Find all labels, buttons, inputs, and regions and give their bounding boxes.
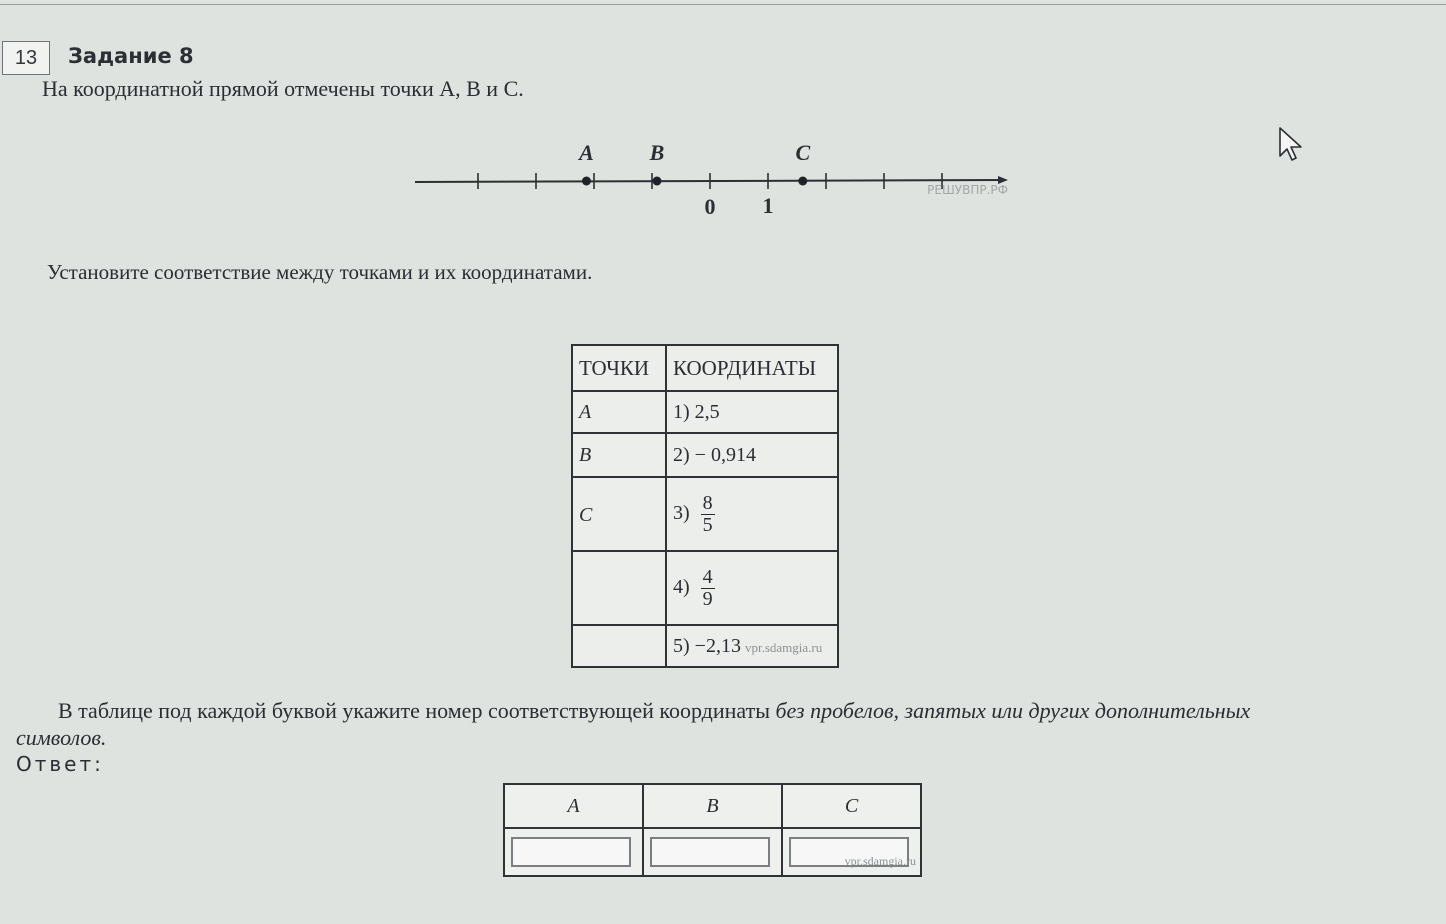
mouse-pointer-icon bbox=[1278, 126, 1304, 162]
task-title: Задание 8 bbox=[68, 44, 194, 68]
table-row bbox=[572, 625, 838, 667]
table-row bbox=[572, 477, 838, 551]
point-c-label: C bbox=[795, 140, 811, 165]
coordinate-1-cell: 1) 2,5 bbox=[666, 391, 838, 433]
coordinate-2-cell: 2) − 0,914 bbox=[666, 433, 838, 477]
point-a-label: A bbox=[579, 140, 594, 165]
point-a-cell: A bbox=[572, 391, 666, 433]
empty-point-cell bbox=[572, 551, 666, 625]
number-line-points bbox=[577, 140, 810, 186]
tick-label-zero: 0 bbox=[704, 194, 716, 219]
number-line-watermark: РЕШУВПР.РФ bbox=[927, 183, 1008, 197]
header-points: ТОЧКИ bbox=[572, 345, 666, 391]
answer-table bbox=[503, 783, 922, 877]
point-c-cell: C bbox=[572, 477, 666, 551]
empty-point-cell bbox=[572, 625, 666, 667]
coordinate-3-cell: 3) $\frac{8}{5}$ bbox=[666, 477, 838, 551]
table-row bbox=[572, 391, 838, 433]
answer-watermark: vpr.sdamgia.ru bbox=[844, 854, 916, 868]
table-watermark: vpr.sdamgia.ru bbox=[744, 639, 823, 655]
answer-cell-b bbox=[643, 828, 782, 876]
tick-label-one: 1 bbox=[762, 193, 774, 218]
number-line bbox=[410, 140, 1020, 225]
point-b-marker bbox=[652, 177, 661, 186]
answer-cell-a bbox=[504, 828, 643, 876]
table-row bbox=[572, 551, 838, 625]
answer-header-c: C bbox=[782, 784, 921, 828]
fraction: $\frac{8}{5}$ bbox=[702, 491, 713, 536]
point-c-marker bbox=[798, 177, 807, 186]
matching-instruction: Установите соответствие между точками и их координатами. bbox=[47, 260, 593, 284]
answer-header-a: A bbox=[504, 784, 643, 828]
task-statement: На координатной прямой отмечены точки A, B и C. bbox=[42, 76, 524, 101]
coordinate-5-cell: 5) −2,13 vpr.sdamgia.ru bbox=[666, 625, 838, 667]
task-number-badge: 13 bbox=[2, 41, 50, 75]
top-divider bbox=[0, 4, 1446, 5]
point-a-marker bbox=[582, 177, 591, 186]
answer-label: Ответ: bbox=[16, 752, 104, 776]
answer-cell-c bbox=[782, 828, 921, 876]
table-row bbox=[572, 433, 838, 477]
answer-guidance-tail: символов. bbox=[16, 725, 107, 750]
answer-guidance: В таблице под каждой буквой укажите номер соответствующей координаты без пробелов, запятых или других дополнительных bbox=[58, 698, 1251, 723]
point-b-label: B bbox=[649, 140, 665, 165]
answer-input-a[interactable] bbox=[511, 837, 631, 867]
answer-input-b[interactable] bbox=[650, 837, 770, 867]
matching-table bbox=[571, 344, 839, 668]
answer-header-b: B bbox=[643, 784, 782, 828]
matching-table-header bbox=[572, 345, 838, 391]
point-b-cell: B bbox=[572, 433, 666, 477]
coordinate-4-cell: 4) $\frac{4}{9}$ bbox=[666, 551, 838, 625]
fraction: $\frac{4}{9}$ bbox=[702, 565, 713, 610]
header-coordinates: КООРДИНАТЫ bbox=[666, 345, 838, 391]
